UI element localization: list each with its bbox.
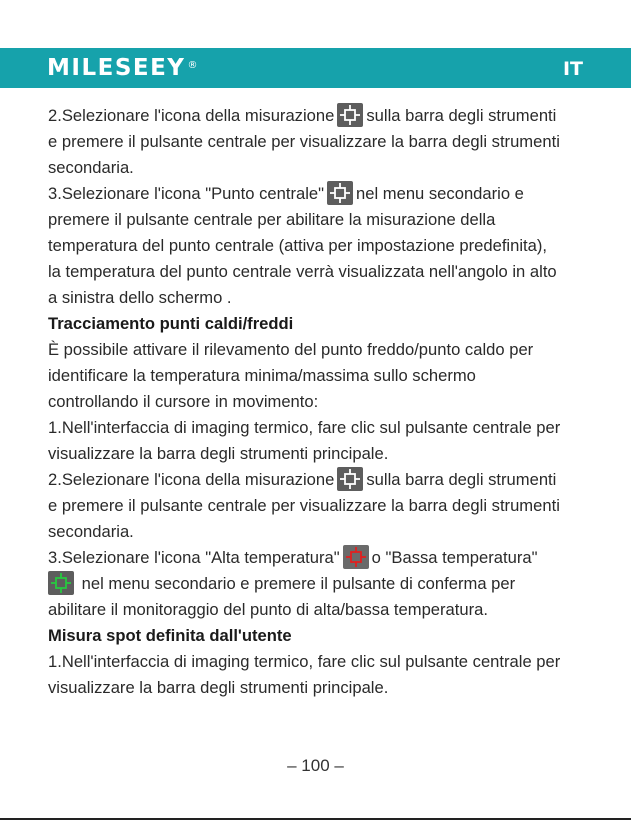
section-heading: Tracciamento punti caldi/freddi [48,314,294,333]
text-segment: sulla barra degli strumenti [366,470,557,489]
header-bar [0,48,631,88]
text-segment: o "Bassa temperatura" [371,548,538,567]
text-line: 1.Nell'interfaccia di imaging termico, fare clic sul pulsante centrale per [48,418,561,437]
text-segment: nel menu secondario e [356,184,524,203]
manual-content [48,103,588,701]
text-line: identificare la temperatura minima/massima sullo schermo [48,366,476,385]
crosshair-icon [327,181,353,205]
text-line [48,467,588,493]
text-line [48,181,588,207]
text-line: e premere il pulsante centrale per visualizzare la barra degli strumenti [48,496,560,515]
text-line: visualizzare la barra degli strumenti principale. [48,444,389,463]
page-number: – 100 – [287,756,344,775]
text-line: secondaria. [48,158,134,177]
text-line: la temperatura del punto centrale verrà visualizzata nell'angolo in alto [48,262,557,281]
section-heading: Misura spot definita dall'utente [48,626,292,645]
text-line: temperatura del punto centrale (attiva per impostazione predefinita), [48,236,548,255]
text-line [48,103,588,129]
text-segment: 3.Selezionare l'icona "Alta temperatura" [48,548,340,567]
text-line: controllando il cursore in movimento: [48,392,319,411]
text-line: e premere il pulsante centrale per visualizzare la barra degli strumenti [48,132,560,151]
text-segment: sulla barra degli strumenti [366,106,557,125]
text-line: premere il pulsante centrale per abilitare la misurazione della [48,210,496,229]
text-line: visualizzare la barra degli strumenti principale. [48,678,389,697]
green-crosshair-icon [48,571,74,595]
text-segment: 3.Selezionare l'icona "Punto centrale" [48,184,325,203]
crosshair-icon [337,467,363,491]
text-line: secondaria. [48,522,134,541]
text-segment: 2.Selezionare l'icona della misurazione [48,470,335,489]
text-line [48,571,588,597]
text-segment: nel menu secondario e premere il pulsante di conferma per [81,574,516,593]
text-line: 1.Nell'interfaccia di imaging termico, fare clic sul pulsante centrale per [48,652,561,671]
text-line: a sinistra dello schermo . [48,288,232,307]
text-segment: 2.Selezionare l'icona della misurazione [48,106,335,125]
text-line [48,545,588,571]
language-code: IT [562,58,583,80]
red-crosshair-icon [343,545,369,569]
brand-logo: MILESEEY ® [47,55,198,81]
crosshair-icon [337,103,363,127]
text-line: abilitare il monitoraggio del punto di alta/bassa temperatura. [48,600,488,619]
text-line: È possibile attivare il rilevamento del punto freddo/punto caldo per [48,340,534,359]
